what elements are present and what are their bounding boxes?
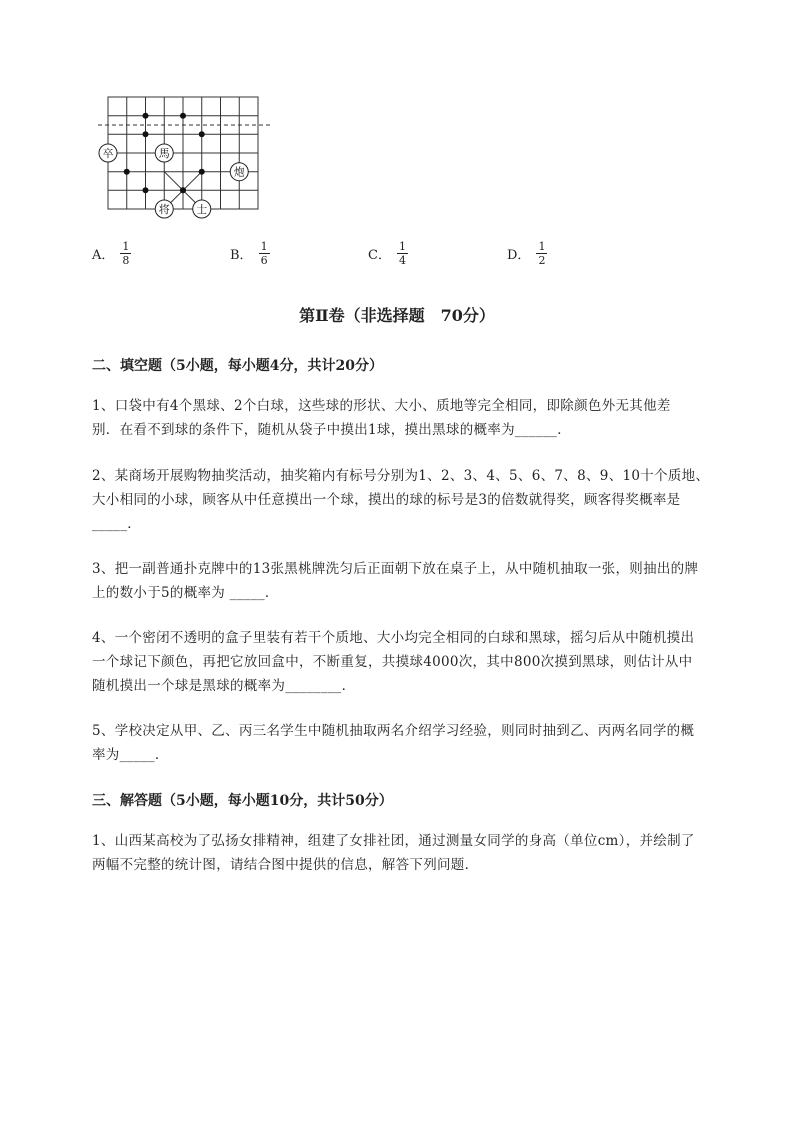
fill-question-4 bbox=[92, 626, 742, 698]
answer-question-1 bbox=[92, 829, 742, 877]
part2-title: 第Ⅱ卷（非选择题 70分） bbox=[299, 306, 495, 325]
fill-question-2-line3: _____． bbox=[92, 516, 142, 532]
fill-question-3-line1: 3、把一副普通扑克牌中的13张黑桃牌洗匀后正面朝下放在桌子上，从中随机抽取一张，则抽出的牌 bbox=[92, 561, 699, 577]
fill-question-1 bbox=[92, 394, 742, 442]
option-d-fraction bbox=[536, 240, 547, 267]
fill-question-5 bbox=[92, 719, 742, 767]
fill-question-3 bbox=[92, 557, 742, 605]
option-b-numerator: 1 bbox=[260, 240, 268, 253]
option-a-label: A． bbox=[92, 248, 115, 263]
option-c-denominator: 4 bbox=[398, 254, 406, 267]
fill-question-4-line2: 一个球记下颜色，再把它放回盒中，不断重复，共摸球4000次，其中800次摸到黑球，则估计从中 bbox=[92, 654, 693, 670]
piece-shi-label: 士 bbox=[196, 203, 208, 216]
option-c-fraction bbox=[397, 240, 408, 267]
piece-ma-label: 馬 bbox=[158, 147, 170, 160]
fill-question-3-line2: 上的数小于5的概率为 _____． bbox=[92, 585, 279, 601]
option-c-label: C． bbox=[368, 248, 391, 263]
option-b bbox=[230, 240, 270, 267]
option-c-numerator: 1 bbox=[398, 240, 406, 253]
option-a-fraction bbox=[120, 240, 131, 267]
piece-zu-label: 卒 bbox=[102, 147, 114, 160]
fill-question-5-line2: 率为_____． bbox=[92, 747, 169, 763]
option-c bbox=[368, 240, 408, 267]
answer-question-1-line1: 1、山西某高校为了弘扬女排精神，组建了女排社团，通过测量女同学的身高（单位cm），并绘制了 bbox=[92, 833, 695, 849]
fill-question-2 bbox=[92, 464, 742, 536]
option-d-label: D． bbox=[507, 248, 531, 263]
piece-shi bbox=[193, 200, 211, 218]
option-b-denominator: 6 bbox=[260, 254, 268, 267]
option-b-fraction bbox=[259, 240, 270, 267]
option-a bbox=[92, 240, 131, 267]
chessboard-figure bbox=[90, 92, 280, 222]
piece-jiang-label: 将 bbox=[158, 203, 170, 216]
piece-zu bbox=[99, 144, 117, 162]
section3-heading: 三、解答题（5小题，每小题10分，共计50分） bbox=[92, 793, 393, 809]
fill-question-2-line2: 大小相同的小球，顾客从中任意摸出一个球，摸出的球的标号是3的倍数就得奖，顾客得奖概率是 bbox=[92, 492, 681, 508]
option-a-denominator: 8 bbox=[122, 254, 130, 267]
piece-pao-label: 炮 bbox=[233, 165, 245, 179]
option-d bbox=[507, 240, 547, 267]
fill-question-1-line2: 别．在看不到球的条件下，随机从袋子中摸出1球，摸出黑球的概率为______． bbox=[92, 422, 571, 438]
piece-jiang bbox=[155, 200, 173, 218]
answer-question-1-line2: 两幅不完整的统计图，请结合图中提供的信息，解答下列问题． bbox=[92, 857, 479, 873]
option-d-numerator: 1 bbox=[538, 240, 546, 253]
fill-question-5-line1: 5、学校决定从甲、乙、丙三名学生中随机抽取两名介绍学习经验，则同时抽到乙、丙两名同学的概 bbox=[92, 723, 695, 739]
section2-heading: 二、填空题（5小题，每小题4分，共计20分） bbox=[92, 358, 383, 374]
option-a-numerator: 1 bbox=[122, 240, 130, 253]
fill-question-1-line1: 1、口袋中有4个黑球、2个白球，这些球的形状、大小、质地等完全相同，即除颜色外无其他差 bbox=[92, 398, 671, 414]
option-d-denominator: 2 bbox=[538, 254, 546, 267]
piece-pao bbox=[230, 163, 248, 181]
fill-question-4-line1: 4、一个密闭不透明的盒子里装有若干个质地、大小均完全相同的白球和黑球，摇匀后从中随机摸出 bbox=[92, 630, 695, 646]
fill-question-4-line3: 随机摸出一个球是黑球的概率为________． bbox=[92, 678, 356, 694]
option-b-label: B． bbox=[230, 248, 253, 263]
fill-question-2-line1: 2、某商场开展购物抽奖活动，抽奖箱内有标号分别为1、2、3、4、5、6、7、8、9、10十个质地、 bbox=[92, 468, 710, 484]
piece-ma bbox=[155, 144, 173, 162]
